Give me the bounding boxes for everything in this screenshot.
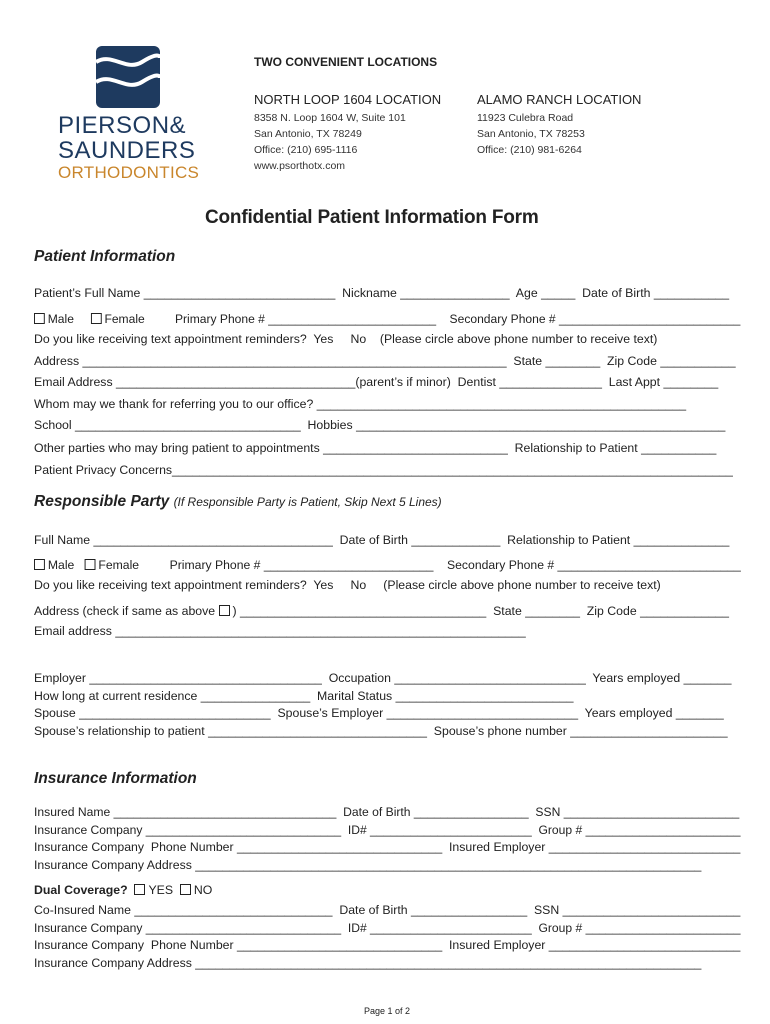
responsible-gender-phone-row xyxy=(34,558,741,572)
logo-wave-icon xyxy=(96,46,160,108)
patient-address-row[interactable]: Address ______________________________________________________________ State ________ Zip Code ___________ xyxy=(34,354,736,368)
responsible-text-reminder-row[interactable]: Do you like receiving text appointment reminders? Yes No (Please circle above phone number to receive text) xyxy=(34,578,661,592)
north-city-line: San Antonio, TX 78249 xyxy=(254,128,362,140)
co-insurance-phone-row[interactable]: Insurance Company Phone Number ______________________________ Insured Employer ____________________________ xyxy=(34,938,741,952)
responsible-female-checkbox[interactable] xyxy=(85,559,96,570)
employer-row[interactable]: Employer __________________________________ Occupation ____________________________ Years employed _______ xyxy=(34,671,732,685)
form-title: Confidential Patient Information Form xyxy=(205,207,539,228)
responsible-section-heading xyxy=(34,493,442,511)
dual-no-checkbox[interactable] xyxy=(180,884,191,895)
same-address-checkbox[interactable] xyxy=(219,605,230,616)
responsible-address-label: Address (check if same as above xyxy=(34,604,219,618)
patient-section-heading: Patient Information xyxy=(34,248,176,265)
alamo-address-line: 11923 Culebra Road xyxy=(477,112,574,124)
privacy-concerns-row[interactable]: Patient Privacy Concerns__________________________________________________________________________________ xyxy=(34,463,733,477)
insurance-company-row[interactable]: Insurance Company _____________________________ ID# ________________________ Group # _______________________ xyxy=(34,823,741,837)
north-phone: Office: (210) 695-1116 xyxy=(254,144,358,156)
insurance-address-row[interactable]: Insurance Company Address __________________________________________________________________________ xyxy=(34,858,702,872)
dual-yes-checkbox[interactable] xyxy=(134,884,145,895)
alamo-city-line: San Antonio, TX 78253 xyxy=(477,128,585,140)
website-link[interactable]: www.psorthotx.com xyxy=(254,160,346,172)
north-address xyxy=(254,110,406,174)
practice-logo xyxy=(58,46,218,186)
dual-no-label: NO xyxy=(193,883,213,897)
responsible-male-label: Male xyxy=(47,558,75,572)
patient-gender-phone-row xyxy=(34,312,740,326)
female-label: Female xyxy=(104,312,145,326)
responsible-heading-text: Responsible Party xyxy=(34,493,170,510)
female-checkbox[interactable] xyxy=(91,313,102,324)
residence-marital-row[interactable]: How long at current residence ________________ Marital Status __________________________ xyxy=(34,689,574,703)
alamo-location-name: ALAMO RANCH LOCATION xyxy=(477,92,642,107)
logo-line-3: ORTHODONTICS xyxy=(58,163,200,182)
patient-email-row[interactable]: Email Address ___________________________________(parent’s if minor) Dentist _______________ Last Appt ________ xyxy=(34,375,719,389)
co-insured-name-row[interactable]: Co-Insured Name _____________________________ Date of Birth _________________ SSN __________________________ xyxy=(34,903,741,917)
spouse-row[interactable]: Spouse ____________________________ Spouse’s Employer ____________________________ Years employed _______ xyxy=(34,706,724,720)
responsible-email-row[interactable]: Email address ____________________________________________________________ xyxy=(34,624,526,638)
locations-title: TWO CONVENIENT LOCATIONS xyxy=(254,55,438,69)
dual-yes-label: YES xyxy=(148,883,174,897)
dual-coverage-label: Dual Coverage? xyxy=(34,883,128,897)
patient-text-reminder-row[interactable]: Do you like receiving text appointment reminders? Yes No (Please circle above phone number to receive text) xyxy=(34,332,658,346)
responsible-name-row[interactable]: Full Name ___________________________________ Date of Birth _____________ Relationship to Patient ______________ xyxy=(34,533,730,547)
responsible-female-label: Female xyxy=(98,558,140,572)
dual-coverage-row xyxy=(34,883,212,897)
logo-line-2: SAUNDERS xyxy=(58,137,196,164)
responsible-male-checkbox[interactable] xyxy=(34,559,45,570)
referral-row[interactable]: Whom may we thank for referring you to our office? ______________________________________________________ xyxy=(34,397,687,411)
alamo-address xyxy=(477,110,585,158)
logo-line-1: PIERSON& xyxy=(58,112,187,139)
other-parties-row[interactable]: Other parties who may bring patient to appointments ___________________________ Relationship to Patient ___________ xyxy=(34,441,717,455)
patient-name-row[interactable]: Patient’s Full Name ____________________________ Nickname ________________ Age _____ Date of Birth ___________ xyxy=(34,286,730,300)
co-insurance-address-row[interactable]: Insurance Company Address __________________________________________________________________________ xyxy=(34,956,702,970)
male-label: Male xyxy=(47,312,74,326)
insured-name-row[interactable]: Insured Name _________________________________ Date of Birth _________________ SSN __________________________ xyxy=(34,805,740,819)
north-location-name: NORTH LOOP 1604 LOCATION xyxy=(254,92,442,107)
responsible-address-row xyxy=(34,604,729,618)
responsible-note: (If Responsible Party is Patient, Skip Next 5 Lines) xyxy=(173,495,442,509)
insurance-phone-row[interactable]: Insurance Company Phone Number ______________________________ Insured Employer ____________________________ xyxy=(34,840,741,854)
patient-phone-fields[interactable]: Primary Phone # _________________________ Secondary Phone # ___________________________ xyxy=(174,312,741,326)
co-insurance-company-row[interactable]: Insurance Company _____________________________ ID# ________________________ Group # _______________________ xyxy=(34,921,741,935)
alamo-phone: Office: (210) 981-6264 xyxy=(477,144,582,156)
spouse-relationship-row[interactable]: Spouse’s relationship to patient ________________________________ Spouse’s phone number _______________________ xyxy=(34,724,728,738)
north-address-line: 8358 N. Loop 1604 W, Suite 101 xyxy=(254,112,406,124)
page-number: Page 1 of 2 xyxy=(364,1006,411,1016)
school-hobbies-row[interactable]: School _________________________________ Hobbies ______________________________________________________ xyxy=(34,418,726,432)
responsible-address-fields[interactable]: ) ____________________________________ State ________ Zip Code _____________ xyxy=(232,604,729,618)
responsible-phone-fields[interactable]: Primary Phone # _________________________ Secondary Phone # ___________________________ xyxy=(169,558,741,572)
male-checkbox[interactable] xyxy=(34,313,45,324)
insurance-section-heading: Insurance Information xyxy=(34,770,197,787)
